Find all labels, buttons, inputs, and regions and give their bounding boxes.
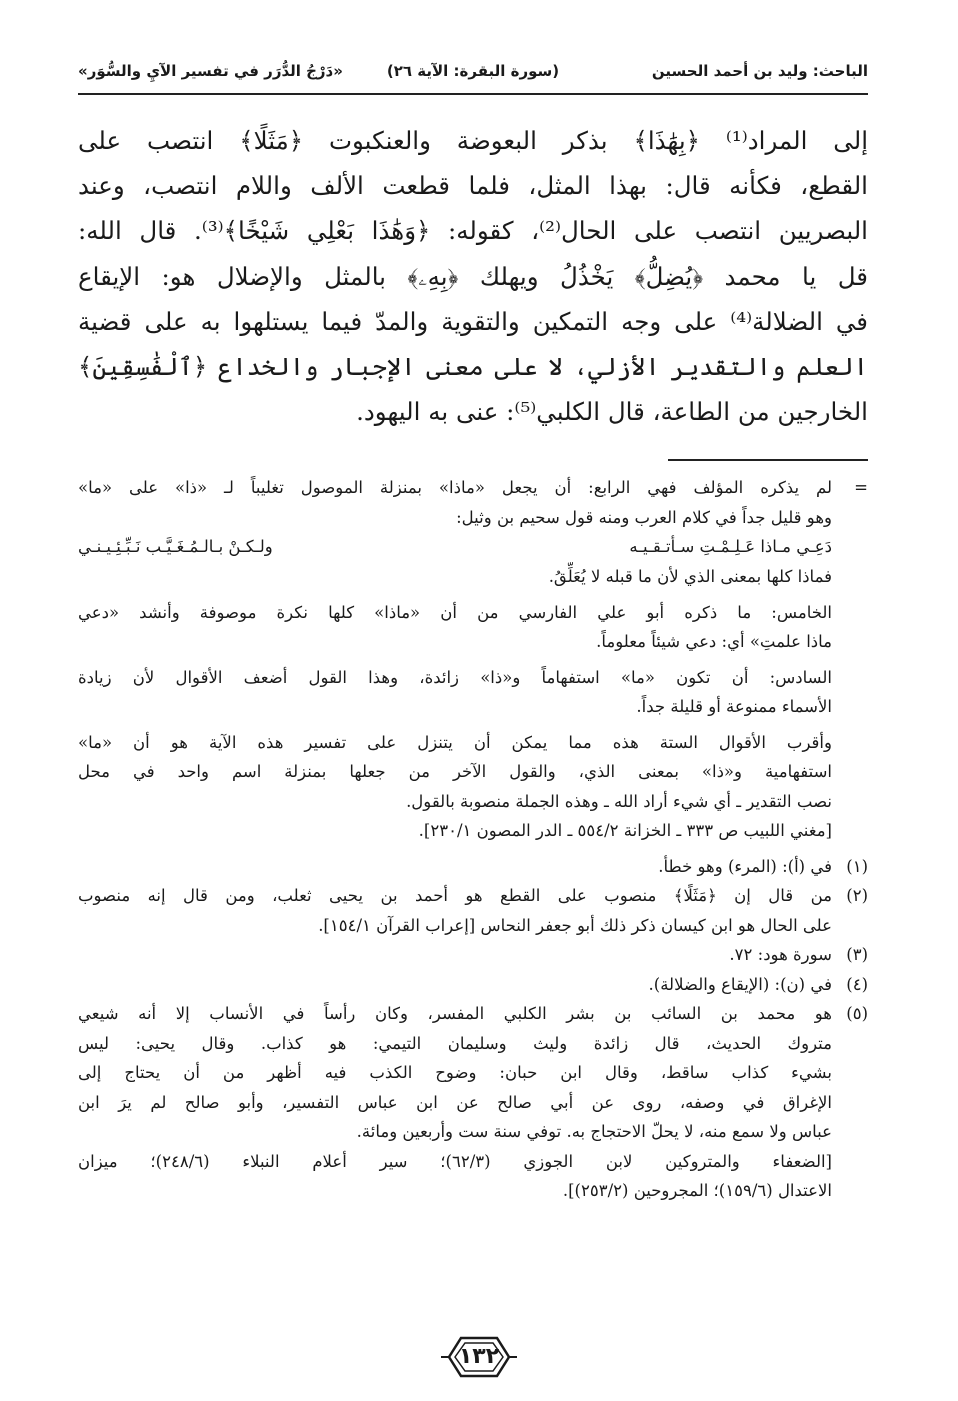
main-text-line: القطع، فكأنه قال: بهذا المثل، فلما قطعت الألف واللام انتصب، وعند	[78, 171, 868, 201]
main-text-line: إلى المراد⁽¹⁾ ﴿بِهَٰذَا﴾ بذكر البعوضة والعنكبوت ﴿مَثَلًا﴾ انتصب على	[78, 126, 868, 155]
page-number-ornament	[439, 1332, 519, 1382]
footnote-line: فماذا كلها بمعنى الذي لأن ما قبله لا يُعَلِّقُ.	[548, 567, 832, 586]
main-text-line: في الضلالة⁽⁴⁾ على وجه التمكين والتقوية والمدّ فيما يستلهوا به على قضية	[78, 306, 868, 336]
main-text	[78, 118, 868, 434]
footnote-line: الاعتدال (١٥٩/٦)؛ المجروحين (٢٥٣/٢)].	[562, 1181, 832, 1200]
footnote-3: (٣)سورة هود: ٧٢.	[78, 940, 868, 970]
main-text-line: البصريين انتصب على الحال⁽²⁾، كقوله: ﴿وَهَٰذَا بَعْلِي شَيْخًا﴾⁽³⁾. قال الله:	[78, 216, 868, 246]
footnote-number: (٣)	[846, 945, 868, 964]
header-book-title: «دَرْجُ الدُّرَر في تفسير الآيِ والسُّوَر»	[78, 62, 343, 80]
main-text-line: العلم والتقدير الأزلي، لا على معنى الإجبار والخداع ﴿ٱلْفَٰسِقِينَ﴾	[78, 351, 868, 381]
poetry-verse	[78, 532, 868, 562]
footnote-line: وأقرب الأقوال الستة هذه مما يمكن أن يتنزل على تفسير هذه الآية هو أن «ما»	[78, 732, 832, 752]
footnote-number: (٥)	[846, 1004, 868, 1023]
footnote-line: بشيء كذاب ساقط، وقال ابن حبان: وضوح الكذب فيه أظهر من أن يحتاج إلى	[78, 1063, 832, 1082]
main-text-line: الخارجين من الطاعة، قال الكلبي⁽⁵⁾: عنى به اليهود.	[356, 397, 868, 427]
verse-first-hemistich: دَعِـي مـاذا عَـلِـمْـتِ سـأتـقـيـه	[629, 537, 832, 556]
footnote-line: عباس ولا سمع منه، لا يحلّ الاحتجاج به. توفي سنة ست وأربعين ومائة.	[356, 1122, 832, 1141]
footnote-line: [الضعفاء والمتروكين لابن الجوزي (٦٢/٣)؛ سير أعلام النبلاء (٢٤٨/٦)؛ ميزان	[78, 1151, 832, 1171]
main-text-line: قل يا محمد ﴿يُضِلُّ﴾ يَخْذُلُ ويهلك ﴿بِهِۦ﴾ بالمثل والإضلال هو: الإيقاع	[78, 261, 868, 291]
footnote-line: استفهامية و«ذا» بمعنى الذي، والقول الآخر من جعلها بمنزلة اسم واحد في محل	[78, 762, 832, 781]
continuation-marker: =	[854, 478, 868, 497]
footnote-line: وهو قليل جداً في كلام العرب ومنه قول سحيم بن وثيل:	[456, 507, 832, 527]
header-sura-reference: (سورة البقرة: الآية ٢٦)	[386, 62, 560, 80]
page-number: ١٣٢	[458, 1344, 500, 1369]
footnote-line: على الحال هو ابن كيسان ذكر ذلك أبو جعفر النحاس [إعراب القرآن ١٥٤/١].	[318, 915, 832, 935]
footnote-line: نصب التقدير ـ أي شيء أراد الله ـ وهذه الجملة منصوبة بالقول.	[406, 791, 832, 811]
footnote-1: (١)في (أ): (المرء) وهو خطأ.	[78, 852, 868, 882]
footnote-sources: [مغني اللبيب ص ٣٣٣ ـ الخزانة ٥٥٤/٢ ـ الدر المصون ٢٣٠/١].	[418, 821, 832, 840]
footnote-2: (٢)من قال إن ﴿مَثَلًا﴾ منصوب على القطع هو أحمد بن يحيى ثعلب، ومن قال إنه منصوب	[78, 881, 868, 911]
footnote-continuation-line: =لم يذكره المؤلف فهي الرابع: أن يجعل «ماذا» بمنزلة الموصول تغليباً لـ «ذا» على «ما»	[78, 473, 868, 503]
verse-second-hemistich: ولـكـنْ بـالـمُـغَـيَّـب نَـبِّـئِـيـنـي	[78, 537, 273, 556]
running-header	[78, 62, 868, 88]
footnote-line: الخامس: ما ذكره أبو علي الفارسي من أن «ماذا» كلها نكرة موصوفة وأنشد «دعي	[78, 602, 832, 622]
footnote-4: (٤)في (ن): (الإيقاع والضلالة).	[78, 970, 868, 1000]
footnote-number: (٤)	[846, 974, 868, 994]
footnote-number: (٢)	[846, 886, 868, 905]
footnote-line: الأسماء ممنوعة أو قليلة جداً.	[636, 697, 832, 716]
footnote-5: (٥)هو محمد بن السائب بن بشر الكلبي المفسر، وكان رأساً في الأنساب إلا أنه شيعي	[78, 999, 868, 1029]
footnote-separator	[668, 459, 868, 461]
header-divider	[78, 93, 868, 95]
footnote-line: السادس: أن تكون «ما» استفهاماً و«ذا» زائدة، وهذا القول أضعف الأقوال لأن زيادة	[78, 667, 832, 687]
footnote-line: الإغراق في وصفه، روى عن أبي صالح عن ابن عباس التفسير، وأبو صالح لم يرَ ابن	[78, 1092, 832, 1112]
header-author: الباحث: وليد بن أحمد الحسين	[651, 62, 868, 80]
footnote-line: متروك الحديث، قال زائدة وليث وسليمان التيمي: هو كذاب. وقال يحيى: ليس	[78, 1033, 832, 1053]
footnote-line: ماذا علمتِ» أي: دعي شيئاً معلوماً.	[596, 632, 832, 651]
footnote-number: (١)	[846, 856, 868, 876]
footnotes	[78, 473, 868, 1206]
